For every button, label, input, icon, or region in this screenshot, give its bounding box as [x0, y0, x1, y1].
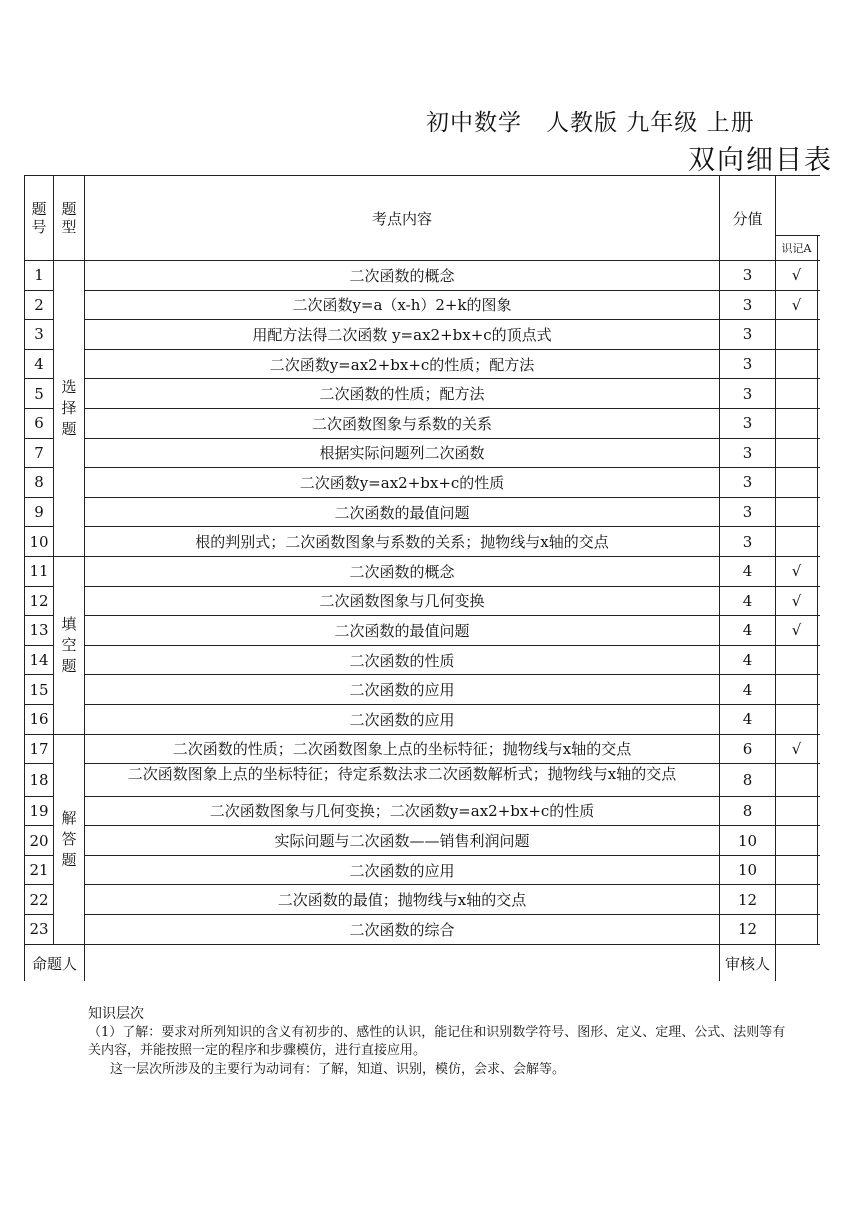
question-type — [54, 734, 85, 944]
question-number: 21 — [25, 855, 54, 885]
level-b-cell — [818, 527, 821, 557]
level-b-cell — [818, 645, 821, 675]
recall-check-mark — [776, 764, 818, 797]
question-number: 3 — [25, 320, 54, 350]
level-b-cell — [818, 616, 821, 646]
table-row — [25, 796, 821, 826]
score-value: 8 — [720, 796, 776, 826]
question-number: 20 — [25, 826, 54, 856]
topic-content: 二次函数的最值问题 — [85, 616, 720, 646]
question-number: 10 — [25, 527, 54, 557]
table-row — [25, 734, 821, 764]
header-question-no-label: 题 号 — [31, 200, 47, 236]
recall-check-mark: √ — [776, 586, 818, 616]
topic-content: 二次函数图象与几何变换 — [85, 586, 720, 616]
question-type-label: 填 空 题 — [61, 614, 77, 675]
header-level-b — [818, 236, 821, 261]
score-value: 6 — [720, 734, 776, 764]
question-number: 12 — [25, 586, 54, 616]
table-row — [25, 675, 821, 705]
recall-check-mark — [776, 675, 818, 705]
recall-check-mark: √ — [776, 261, 818, 291]
recall-check-mark: √ — [776, 616, 818, 646]
recall-check-mark — [776, 320, 818, 350]
score-value: 4 — [720, 645, 776, 675]
score-value: 3 — [720, 290, 776, 320]
question-number: 6 — [25, 408, 54, 438]
level-b-cell — [818, 796, 821, 826]
table-row — [25, 261, 821, 291]
recall-check-mark — [776, 704, 818, 734]
spec-table-viewport — [24, 175, 820, 981]
table-row — [25, 704, 821, 734]
question-number: 13 — [25, 616, 54, 646]
topic-content: 二次函数的性质；配方法 — [85, 379, 720, 409]
topic-content: 二次函数的应用 — [85, 855, 720, 885]
topic-content: 根的判别式；二次函数图象与系数的关系；抛物线与x轴的交点 — [85, 527, 720, 557]
table-row — [25, 764, 821, 797]
question-number: 15 — [25, 675, 54, 705]
question-number: 17 — [25, 734, 54, 764]
score-value: 12 — [720, 915, 776, 945]
question-number: 16 — [25, 704, 54, 734]
header-recall-a: 识记A — [776, 236, 818, 261]
recall-check-mark — [776, 885, 818, 915]
level-b-cell — [818, 586, 821, 616]
table-row — [25, 320, 821, 350]
topic-content: 二次函数的应用 — [85, 704, 720, 734]
topic-content: 二次函数图象与系数的关系 — [85, 408, 720, 438]
question-number: 9 — [25, 497, 54, 527]
score-value: 4 — [720, 556, 776, 586]
question-number: 2 — [25, 290, 54, 320]
recall-check-mark: √ — [776, 556, 818, 586]
question-type — [54, 261, 85, 557]
recall-check-mark — [776, 379, 818, 409]
signature-row — [25, 944, 821, 981]
question-number: 18 — [25, 764, 54, 797]
score-value: 3 — [720, 438, 776, 468]
question-number: 14 — [25, 645, 54, 675]
level-b-cell — [818, 915, 821, 945]
document-title: 初中数学 人教版 九年级 上册 — [426, 110, 755, 136]
score-value: 8 — [720, 764, 776, 797]
document-subtitle: 双向细目表 — [688, 145, 833, 176]
question-number: 1 — [25, 261, 54, 291]
level-b-cell — [818, 320, 821, 350]
knowledge-levels-notes — [88, 1004, 788, 1079]
topic-content: 二次函数y=ax2+bx+c的性质；配方法 — [85, 349, 720, 379]
question-number: 19 — [25, 796, 54, 826]
level-b-cell — [818, 290, 821, 320]
topic-content: 二次函数的概念 — [85, 556, 720, 586]
table-row — [25, 586, 821, 616]
topic-content: 实际问题与二次函数——销售利润问题 — [85, 826, 720, 856]
topic-content: 二次函数图象上点的坐标特征；待定系数法求二次函数解析式；抛物线与x轴的交点 — [85, 764, 720, 797]
score-value: 3 — [720, 408, 776, 438]
question-number: 23 — [25, 915, 54, 945]
header-question-no — [25, 176, 54, 261]
topic-content: 用配方法得二次函数 y=ax2+bx+c的顶点式 — [85, 320, 720, 350]
score-value: 4 — [720, 704, 776, 734]
score-value: 4 — [720, 586, 776, 616]
question-number: 11 — [25, 556, 54, 586]
topic-content: 二次函数的概念 — [85, 261, 720, 291]
level-b-cell — [818, 261, 821, 291]
question-number: 7 — [25, 438, 54, 468]
recall-check-mark — [776, 408, 818, 438]
topic-content: 二次函数的性质 — [85, 645, 720, 675]
topic-content: 二次函数y=a（x-h）2+k的图象 — [85, 290, 720, 320]
question-type — [54, 556, 85, 734]
score-value: 4 — [720, 616, 776, 646]
notes-heading: 知识层次 — [88, 1006, 144, 1022]
recall-check-mark — [776, 497, 818, 527]
score-value: 10 — [720, 826, 776, 856]
header-question-type-label: 题 型 — [61, 200, 77, 236]
table-row — [25, 527, 821, 557]
spec-table — [24, 175, 820, 981]
topic-content: 二次函数的最值问题 — [85, 497, 720, 527]
recall-check-mark — [776, 438, 818, 468]
level-b-cell — [818, 734, 821, 764]
topic-content: 二次函数图象与几何变换；二次函数y=ax2+bx+c的性质 — [85, 796, 720, 826]
table-row — [25, 885, 821, 915]
level-b-cell — [818, 349, 821, 379]
header-question-type — [54, 176, 85, 261]
score-value: 12 — [720, 885, 776, 915]
level-b-cell — [818, 468, 821, 498]
header-content: 考点内容 — [85, 176, 720, 261]
topic-content: 二次函数的性质；二次函数图象上点的坐标特征；抛物线与x轴的交点 — [85, 734, 720, 764]
table-row — [25, 915, 821, 945]
score-value: 3 — [720, 468, 776, 498]
level-b-cell — [818, 885, 821, 915]
recall-check-mark — [776, 349, 818, 379]
topic-content: 根据实际问题列二次函数 — [85, 438, 720, 468]
notes-paragraph-1: （1）了解：要求对所列知识的含义有初步的、感性的认识，能记住和识别数学符号、图形、定义、定理、公式、法则等有关内容，并能按照一定的程序和步骤模仿，进行直接应用。 — [88, 1025, 786, 1058]
table-row — [25, 438, 821, 468]
table-row — [25, 349, 821, 379]
level-b-cell — [818, 438, 821, 468]
topic-content: 二次函数的应用 — [85, 675, 720, 705]
question-type-label: 选 择 题 — [61, 377, 77, 438]
table-row — [25, 408, 821, 438]
level-b-cell — [818, 704, 821, 734]
score-value: 3 — [720, 320, 776, 350]
table-row — [25, 468, 821, 498]
table-row — [25, 616, 821, 646]
table-row — [25, 855, 821, 885]
header-cognitive-level — [776, 176, 821, 236]
score-value: 3 — [720, 497, 776, 527]
header-score: 分值 — [720, 176, 776, 261]
recall-check-mark — [776, 796, 818, 826]
table-row — [25, 379, 821, 409]
table-row — [25, 826, 821, 856]
table-row — [25, 290, 821, 320]
level-b-cell — [818, 826, 821, 856]
topic-content: 二次函数的综合 — [85, 915, 720, 945]
table-row — [25, 497, 821, 527]
level-b-cell — [818, 379, 821, 409]
recall-check-mark — [776, 915, 818, 945]
level-b-cell — [818, 408, 821, 438]
recall-check-mark — [776, 855, 818, 885]
author-label: 命题人 — [25, 944, 85, 981]
reviewer-label: 审核人 — [720, 944, 776, 981]
question-number: 5 — [25, 379, 54, 409]
question-type-label: 解 答 题 — [61, 808, 77, 869]
table-row — [25, 645, 821, 675]
recall-check-mark — [776, 527, 818, 557]
table-row — [25, 556, 821, 586]
level-b-cell — [818, 855, 821, 885]
reviewer-value[interactable] — [776, 944, 821, 981]
score-value: 10 — [720, 855, 776, 885]
level-b-cell — [818, 675, 821, 705]
score-value: 3 — [720, 379, 776, 409]
score-value: 3 — [720, 527, 776, 557]
recall-check-mark — [776, 645, 818, 675]
question-number: 22 — [25, 885, 54, 915]
level-b-cell — [818, 556, 821, 586]
question-number: 8 — [25, 468, 54, 498]
level-b-cell — [818, 497, 821, 527]
recall-check-mark — [776, 826, 818, 856]
score-value: 3 — [720, 349, 776, 379]
topic-content: 二次函数的最值；抛物线与x轴的交点 — [85, 885, 720, 915]
score-value: 4 — [720, 675, 776, 705]
recall-check-mark — [776, 468, 818, 498]
author-value[interactable] — [85, 944, 720, 981]
score-value: 3 — [720, 261, 776, 291]
notes-paragraph-2: 这一层次所涉及的主要行为动词有：了解，知道、识别，模仿，会求、会解等。 — [110, 1062, 566, 1077]
recall-check-mark: √ — [776, 290, 818, 320]
topic-content: 二次函数y=ax2+bx+c的性质 — [85, 468, 720, 498]
question-number: 4 — [25, 349, 54, 379]
level-b-cell — [818, 764, 821, 797]
recall-check-mark: √ — [776, 734, 818, 764]
